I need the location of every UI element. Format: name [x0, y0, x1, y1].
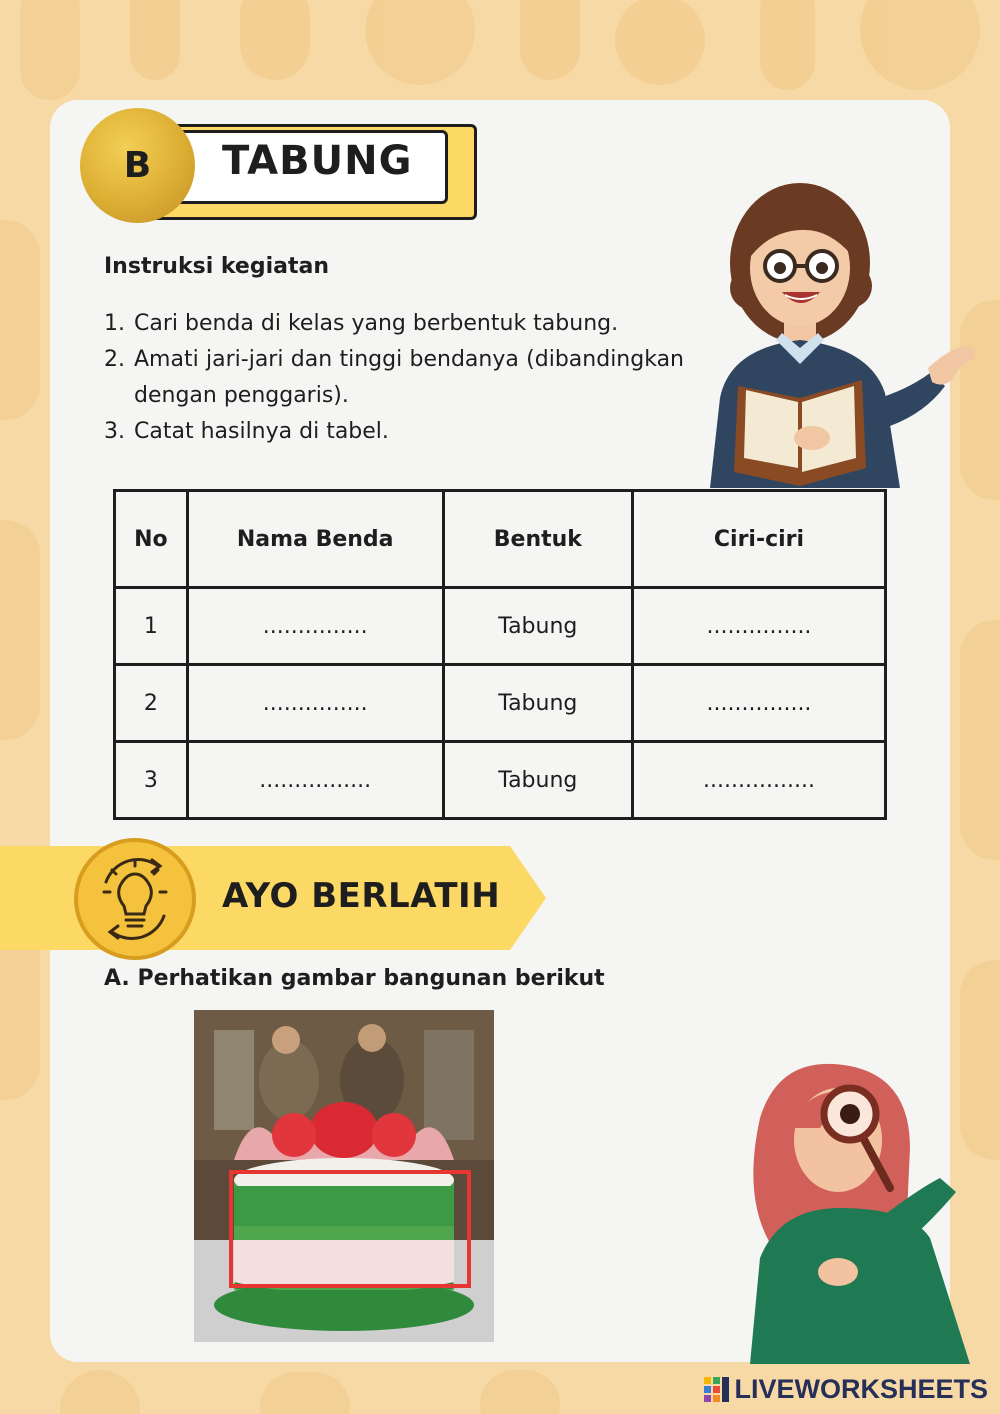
brand-text: LIVEWORKSHEETS: [734, 1374, 988, 1404]
building-photo: [194, 1010, 494, 1342]
cell-bentuk: Tabung: [443, 742, 632, 819]
practice-badge: [74, 838, 196, 960]
section-letter-badge: [80, 108, 195, 223]
cell-bentuk: Tabung: [443, 665, 632, 742]
step-number: 1.: [104, 311, 125, 336]
instruction-list: [104, 306, 684, 450]
step-number: 2.: [104, 347, 125, 372]
step-text: Catat hasilnya di tabel.: [134, 419, 389, 444]
instruction-heading: Instruksi kegiatan: [104, 254, 330, 279]
step-text: Cari benda di kelas yang berbentuk tabung.: [134, 311, 619, 336]
liveworksheets-logo-icon: [704, 1377, 730, 1403]
table-row: [115, 588, 886, 665]
girl-magnifier-illustration: [720, 1058, 1000, 1364]
column-header-ciri-ciri: Ciri-ciri: [632, 491, 885, 588]
instruction-step: [104, 306, 684, 342]
cell-no: 1: [115, 588, 188, 665]
teacher-illustration: [690, 168, 990, 488]
column-header-no: No: [115, 491, 188, 588]
step-number: 3.: [104, 419, 125, 444]
cell-ciri-ciri[interactable]: ...............: [632, 588, 885, 665]
cell-ciri-ciri[interactable]: ...............: [632, 665, 885, 742]
question-a-prompt: A. Perhatikan gambar bangunan berikut: [104, 966, 605, 991]
step-text: Amati jari-jari dan tinggi bendanya (dibandingkan dengan penggaris).: [134, 347, 684, 408]
cell-no: 2: [115, 665, 188, 742]
table-row: [115, 665, 886, 742]
section-letter: B: [123, 145, 152, 186]
table-row: [115, 742, 886, 819]
cell-nama-benda[interactable]: ...............: [187, 588, 443, 665]
practice-title: AYO BERLATIH: [222, 876, 501, 916]
cell-bentuk: Tabung: [443, 588, 632, 665]
lightbulb-icon: [78, 842, 192, 956]
section-title: TABUNG: [222, 138, 413, 184]
cell-nama-benda[interactable]: ...............: [187, 665, 443, 742]
cell-ciri-ciri[interactable]: ................: [632, 742, 885, 819]
cell-nama-benda[interactable]: ................: [187, 742, 443, 819]
column-header-bentuk: Bentuk: [443, 491, 632, 588]
instruction-step: [104, 414, 684, 450]
instruction-step: [104, 342, 684, 414]
table-header-row: [115, 491, 886, 588]
column-header-nama-benda: Nama Benda: [187, 491, 443, 588]
cell-no: 3: [115, 742, 188, 819]
observation-table: [113, 489, 887, 820]
liveworksheets-brand[interactable]: [704, 1374, 988, 1405]
